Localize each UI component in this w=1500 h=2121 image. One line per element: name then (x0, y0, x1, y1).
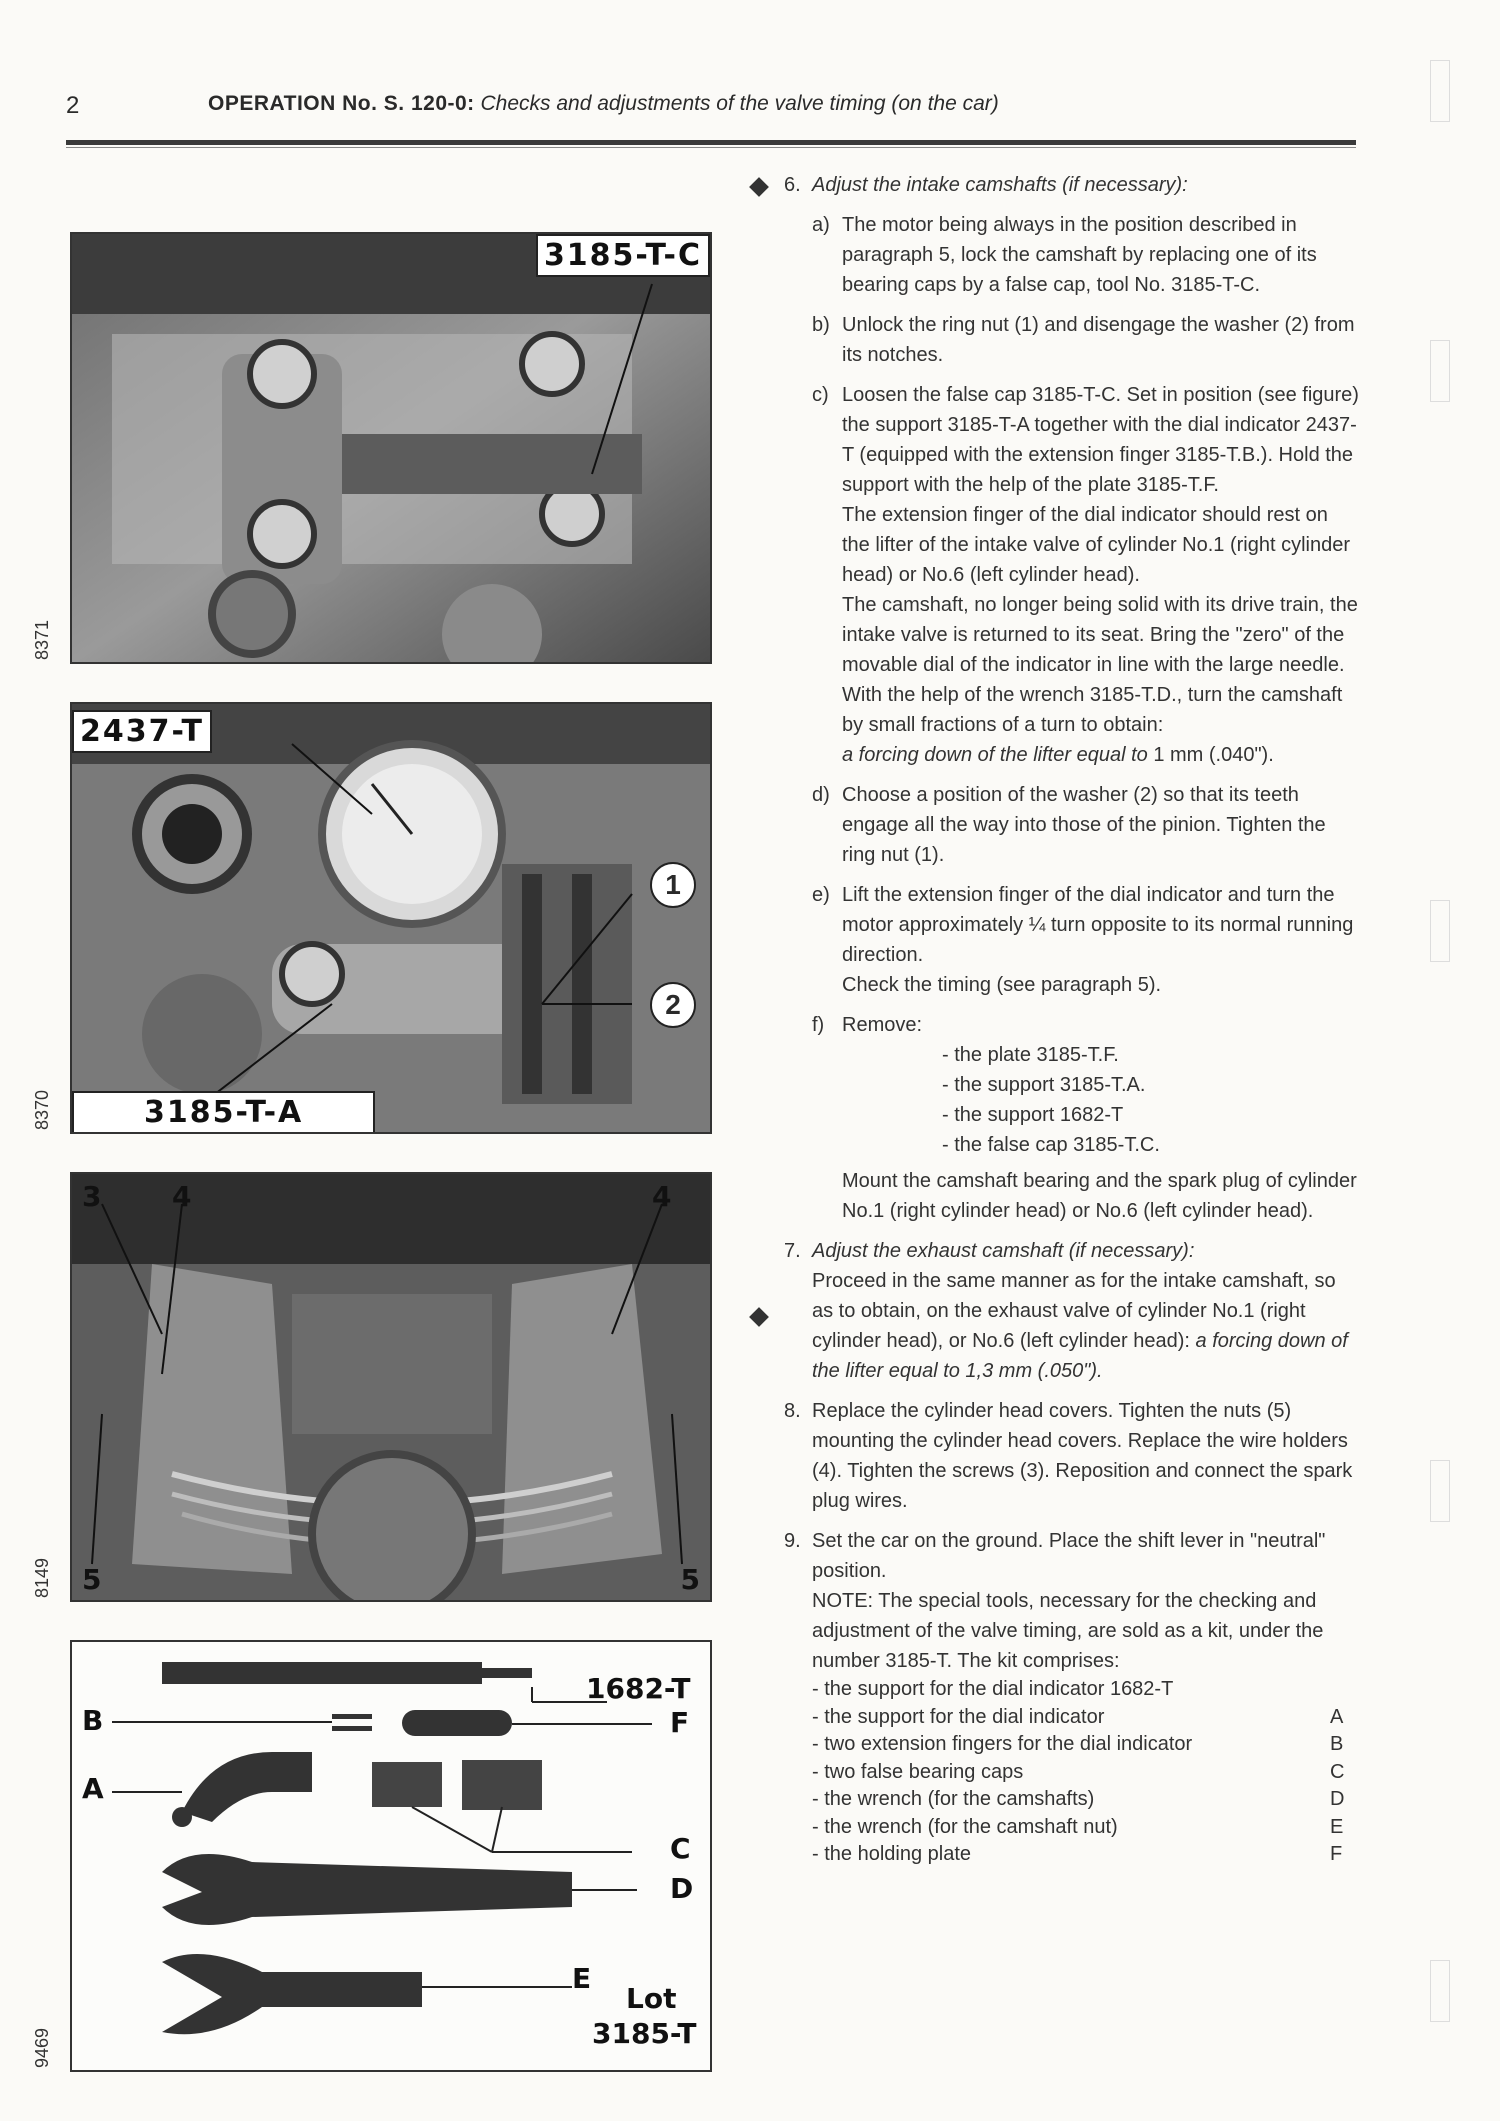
callout-5-right: 5 (680, 1563, 700, 1596)
callout-4-left: 4 (172, 1180, 192, 1213)
tool-label-d: D (670, 1872, 694, 1905)
sub-label: f) (812, 1014, 825, 1036)
instructions-column (760, 170, 1360, 1869)
kit-item (812, 1731, 1360, 1759)
step-6b (760, 310, 1360, 370)
sub-text: Unlock the ring nut (1) and disengage the washer (2) from its notches. (842, 314, 1355, 366)
operation-number: OPERATION No. S. 120-0: (208, 92, 475, 115)
callout-2: 2 (650, 982, 696, 1028)
kit-item-ref: E (1330, 1815, 1344, 1838)
kit-item-ref: C (1330, 1760, 1345, 1783)
sub-text: Loosen the false cap 3185-T-C. Set in position (see figure) the support 3185-T-A together with the dial indicator 2437-T (equipped with the extension finger 3185-T.B.). Hold the support with the help of the plate 3185-T.F. (842, 384, 1359, 496)
binder-mark (1430, 1460, 1450, 1522)
kit-item-text: - the holding plate (812, 1843, 972, 1865)
page-number: 2 (66, 92, 80, 119)
sub-text: Remove: (842, 1014, 923, 1036)
sub-text: With the help of the wrench 3185-T.D., turn the camshaft by small fractions of a turn to obtain: (842, 684, 1343, 736)
sub-text: The camshaft, no longer being solid with its drive train, the intake valve is returned to its seat. Bring the "zero" of the movable dial of the indicator in line with the large needle. (842, 594, 1358, 676)
list-item: - the support 3185-T.A. (942, 1074, 1146, 1096)
callout-3: 3 (82, 1180, 102, 1213)
step-6e (760, 880, 1360, 1000)
kit-item (812, 1814, 1360, 1842)
step-6 (760, 170, 1360, 200)
figure-code-8371: 8371 (32, 619, 52, 660)
header-rule (66, 140, 1356, 145)
kit-item (812, 1759, 1360, 1787)
kit-list (760, 1676, 1360, 1869)
kit-item (812, 1786, 1360, 1814)
sub-text: The extension finger of the dial indicator should rest on the lifter of the intake valve of cylinder No.1 (right cylinder head) or No.6 (left cylinder head). (842, 504, 1351, 586)
kit-item (812, 1841, 1360, 1869)
kit-item (812, 1676, 1360, 1704)
kit-item-text: - two false bearing caps (812, 1760, 1024, 1783)
engine-photo-1 (72, 234, 710, 662)
kit-item-text: - two extension fingers for the dial indicator (812, 1733, 1193, 1755)
emphasis: a forcing down of the lifter equal to (842, 744, 1148, 766)
label-2437-t: 2437-T (72, 710, 212, 753)
step-7 (760, 1236, 1360, 1386)
kit-item-text: - the wrench (for the camshafts) (812, 1788, 1095, 1810)
sub-label: c) (812, 384, 829, 406)
step-text: Replace the cylinder head covers. Tighten the nuts (5) mounting the cylinder head covers. Replace the wire holders (4). Tighten the screws (3). Reposition and connect the spark plug wires. (812, 1400, 1353, 1512)
kit-item-text: - the support for the dial indicator 1682-T (812, 1678, 1174, 1700)
tool-label-c: C (670, 1832, 691, 1865)
kit-item-text: - the wrench (for the camshaft nut) (812, 1815, 1118, 1838)
kit-item-text: - the support for the dial indicator (812, 1705, 1105, 1728)
step-6f (760, 1010, 1360, 1226)
label-3185-t-c: 3185-T-C (536, 234, 710, 277)
sub-text: Lift the extension finger of the dial indicator and turn the motor approximately ¼ turn opposite to its normal running direction. (842, 884, 1354, 966)
kit-item (812, 1704, 1360, 1732)
tool-label-b: B (82, 1704, 104, 1737)
step-6d (760, 780, 1360, 870)
tool-kit-drawing (72, 1642, 710, 2070)
list-item: - the support 1682-T (942, 1104, 1124, 1126)
binder-mark (1430, 1960, 1450, 2022)
sub-label: a) (812, 214, 830, 236)
step-number: 9. (784, 1530, 801, 1552)
kit-item-ref: B (1330, 1733, 1344, 1755)
label-3185-t-a: 3185-T-A (72, 1091, 375, 1134)
tool-label-1682-t: 1682-T (586, 1672, 691, 1705)
figure-code-8370: 8370 (32, 1089, 52, 1130)
figure-tool-kit (70, 1640, 712, 2072)
header-rule-thin (66, 147, 1356, 148)
measurement: 1 mm (.040"). (1153, 744, 1274, 766)
tool-label-lot: Lot (626, 1982, 677, 2015)
binder-mark (1430, 900, 1450, 962)
engine-photo-2 (72, 704, 710, 1132)
tool-label-f: F (670, 1706, 690, 1739)
step-text: Set the car on the ground. Place the shift lever in "neutral" position. (812, 1530, 1326, 1582)
step-number: 7. (784, 1240, 801, 1262)
kit-item-ref: D (1330, 1788, 1345, 1810)
note-text: NOTE: The special tools, necessary for the checking and adjustment of the valve timing, are sold as a kit, under the number 3185-T. The kit comprises: (812, 1590, 1324, 1672)
engine-photo-3 (72, 1174, 710, 1600)
figure-dial-indicator-photo (70, 702, 712, 1134)
step-number: 6. (784, 174, 801, 196)
page-title: Checks and adjustments of the valve timing (on the car) (480, 92, 999, 115)
step-text: Proceed in the same manner as for the intake camshaft, so as to obtain, on the exhaust valve of cylinder No.1 (right cylinder head), or No.6 (left cylinder head): (812, 1270, 1336, 1352)
figure-code-8149: 8149 (32, 1557, 52, 1598)
sub-text: Choose a position of the washer (2) so that its teeth engage all the way into those of the pinion. Tighten the ring nut (1). (842, 784, 1326, 866)
callout-1: 1 (650, 862, 696, 908)
step-6a (760, 210, 1360, 300)
sub-label: e) (812, 884, 830, 906)
sub-text: Mount the camshaft bearing and the spark plug of cylinder No.1 (right cylinder head) or No.6 (left cylinder head). (842, 1170, 1357, 1222)
tool-label-e: E (572, 1962, 592, 1995)
tool-label-3185-t: 3185-T (592, 2017, 697, 2050)
revision-marker (749, 1307, 769, 1327)
sub-text (842, 740, 1360, 770)
emphasis: a forcing down of the lifter equal to 1,3 mm (.050"). (812, 1330, 1348, 1382)
kit-item-ref: A (1330, 1705, 1344, 1728)
step-number: 8. (784, 1400, 801, 1422)
list-item: - the plate 3185-T.F. (942, 1044, 1119, 1066)
step-9 (760, 1526, 1360, 1676)
sub-text: The motor being always in the position described in paragraph 5, lock the camshaft by replacing one of its bearing caps by a false cap, tool No. 3185-T-C. (842, 214, 1317, 296)
step-title: Adjust the exhaust camshaft (if necessary): (812, 1240, 1195, 1262)
step-6c (760, 380, 1360, 770)
tool-label-a: A (82, 1772, 104, 1805)
callout-4-right: 4 (652, 1180, 672, 1213)
page-header (208, 92, 999, 116)
binder-mark (1430, 340, 1450, 402)
figure-cylinder-covers-photo (70, 1172, 712, 1602)
figure-false-cap-photo (70, 232, 712, 664)
sub-text: Check the timing (see paragraph 5). (842, 974, 1162, 996)
step-title: Adjust the intake camshafts (if necessary): (812, 174, 1188, 196)
sub-label: b) (812, 314, 830, 336)
kit-item-ref: F (1330, 1843, 1343, 1865)
callout-5-left: 5 (82, 1563, 102, 1596)
step-8 (760, 1396, 1360, 1516)
figure-code-9469: 9469 (32, 2027, 52, 2068)
kit-item-ref (1330, 1676, 1360, 1704)
list-item: - the false cap 3185-T.C. (942, 1134, 1160, 1156)
sub-label: d) (812, 784, 830, 806)
binder-mark (1430, 60, 1450, 122)
